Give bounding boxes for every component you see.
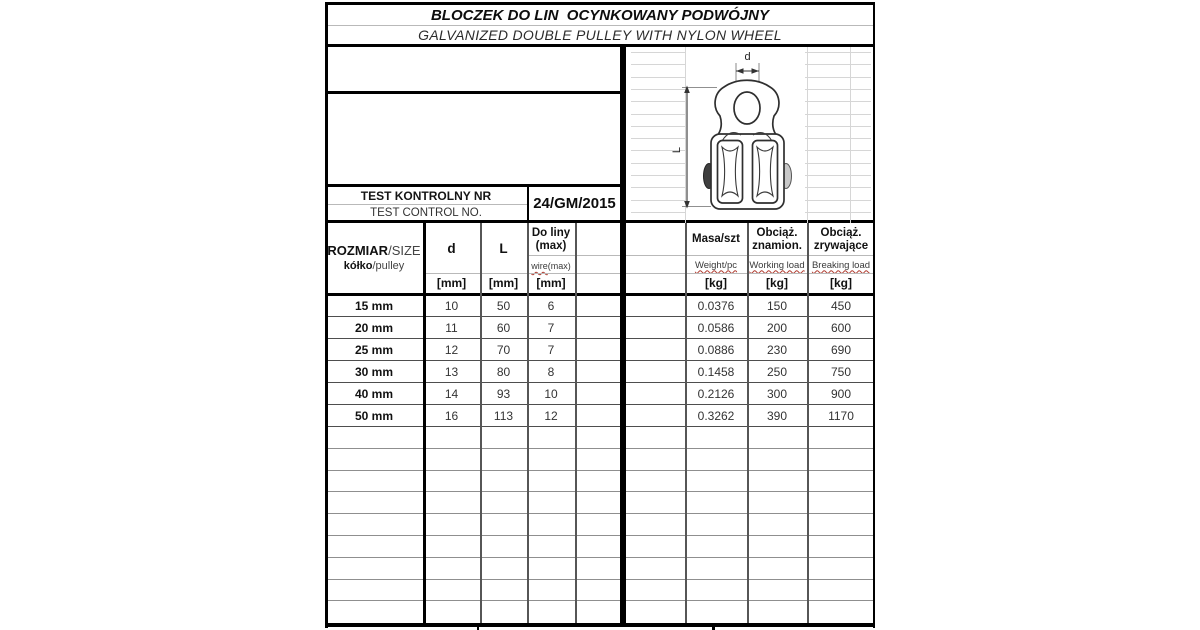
header-subline bbox=[423, 273, 620, 274]
cell-breaking: 600 bbox=[830, 320, 852, 335]
table-row bbox=[325, 295, 875, 317]
cell-working: 230 bbox=[766, 342, 788, 357]
cell-rope: 7 bbox=[547, 342, 555, 357]
test-control-label-en: TEST CONTROL NO. bbox=[370, 206, 482, 219]
cell-d: 13 bbox=[444, 364, 459, 379]
pulley-body bbox=[711, 134, 784, 209]
cell-working: 200 bbox=[766, 320, 788, 335]
table-row bbox=[325, 383, 875, 405]
l-dimension-label: L bbox=[671, 146, 683, 154]
col-border-right2 bbox=[747, 223, 749, 623]
cell-breaking: 900 bbox=[830, 386, 852, 401]
table-row bbox=[325, 339, 875, 361]
empty-row bbox=[325, 558, 875, 580]
diagram-area bbox=[626, 47, 875, 223]
header-d: d bbox=[447, 241, 456, 257]
table-border-right bbox=[873, 2, 876, 628]
cell-L: 60 bbox=[496, 320, 511, 335]
pulley-eye-hole bbox=[734, 92, 760, 124]
spec-sheet-table bbox=[325, 2, 875, 628]
col-border-d bbox=[480, 223, 482, 623]
header-subline bbox=[626, 273, 875, 274]
table-row bbox=[325, 317, 875, 339]
empty-row bbox=[325, 580, 875, 602]
col-border-L bbox=[527, 223, 529, 623]
left-box1-border bbox=[325, 91, 620, 94]
cell-weight: 0.0376 bbox=[697, 298, 735, 313]
header-working-load-en: Working load bbox=[749, 259, 805, 271]
table-row bbox=[325, 361, 875, 383]
empty-row bbox=[325, 427, 875, 449]
cell-size: 15 mm bbox=[354, 298, 394, 313]
cell-rope: 6 bbox=[547, 298, 555, 313]
section-divider bbox=[620, 44, 626, 627]
cell-d: 16 bbox=[444, 408, 459, 423]
cell-breaking: 450 bbox=[830, 298, 852, 313]
cell-weight: 0.0586 bbox=[697, 320, 735, 335]
cell-rope: 12 bbox=[544, 408, 558, 423]
cell-L: 93 bbox=[496, 386, 511, 401]
cell-working: 150 bbox=[766, 298, 788, 313]
header-rope-en: wire(max) bbox=[531, 260, 571, 271]
cell-breaking: 1170 bbox=[828, 408, 854, 423]
col-border-right3 bbox=[807, 223, 809, 623]
cell-size: 40 mm bbox=[354, 386, 394, 401]
empty-row bbox=[325, 536, 875, 558]
col-border-right1 bbox=[685, 223, 687, 623]
cell-L: 50 bbox=[496, 298, 511, 313]
header-subline bbox=[527, 255, 620, 256]
cell-d: 12 bbox=[444, 342, 459, 357]
test-control-number: 24/GM/2015 bbox=[533, 195, 616, 212]
header-breaking-load-en: Breaking load bbox=[811, 259, 871, 271]
header-breaking-unit: [kg] bbox=[830, 276, 852, 291]
cell-weight: 0.0886 bbox=[697, 342, 735, 357]
col-border-size bbox=[423, 223, 426, 623]
cell-size: 25 mm bbox=[354, 342, 394, 357]
header-size-sub-en: /pulley bbox=[372, 259, 405, 272]
cell-size: 30 mm bbox=[354, 364, 394, 379]
cell-working: 390 bbox=[766, 408, 788, 423]
table-border-bottom bbox=[325, 623, 875, 627]
title-polish: BLOCZEK DO LIN OCYNKOWANY PODWÓJNY bbox=[430, 6, 770, 24]
cell-breaking: 690 bbox=[830, 342, 852, 357]
table-border-left bbox=[325, 2, 328, 628]
empty-row bbox=[325, 492, 875, 514]
col-border-rope bbox=[575, 223, 577, 623]
header-weight-en: Weight/pc bbox=[694, 259, 738, 271]
header-rope: Do liny (max) bbox=[531, 226, 571, 252]
header-size-en: /SIZE bbox=[388, 242, 421, 258]
table-row bbox=[325, 405, 875, 427]
header-rope-unit: [mm] bbox=[536, 276, 566, 291]
cell-d: 11 bbox=[445, 320, 458, 335]
cell-weight: 0.1458 bbox=[697, 364, 735, 379]
header-subline bbox=[626, 255, 875, 256]
cell-rope: 10 bbox=[544, 386, 558, 401]
empty-row bbox=[325, 471, 875, 493]
cell-L: 80 bbox=[496, 364, 511, 379]
cell-size: 50 mm bbox=[354, 408, 394, 423]
header-L: L bbox=[499, 241, 508, 257]
cell-weight: 0.2126 bbox=[697, 386, 735, 401]
cell-working: 300 bbox=[766, 386, 788, 401]
cell-weight: 0.3262 bbox=[697, 408, 735, 423]
header-size-pl: ROZMIAR bbox=[327, 242, 389, 258]
cell-size: 20 mm bbox=[354, 320, 394, 335]
table-border-top bbox=[325, 2, 875, 5]
cell-L: 70 bbox=[496, 342, 511, 357]
pulley-diagram bbox=[626, 47, 875, 223]
empty-row bbox=[325, 449, 875, 471]
cell-rope: 7 bbox=[547, 320, 555, 335]
test-control-label-pl: TEST KONTROLNY NR bbox=[360, 188, 492, 203]
cell-breaking: 750 bbox=[830, 364, 852, 379]
empty-row bbox=[325, 601, 875, 623]
title-english: GALVANIZED DOUBLE PULLEY WITH NYLON WHEEL bbox=[418, 27, 782, 43]
header-working-load: Obciąż. znamion. bbox=[752, 226, 802, 252]
cell-rope: 8 bbox=[547, 364, 555, 379]
header-size bbox=[325, 223, 423, 293]
empty-row bbox=[325, 514, 875, 536]
header-weight-unit: [kg] bbox=[705, 276, 727, 291]
cell-d: 14 bbox=[444, 386, 459, 401]
header-weight: Masa/szt bbox=[692, 233, 740, 246]
header-d-unit: [mm] bbox=[436, 276, 467, 291]
header-L-unit: [mm] bbox=[488, 276, 519, 291]
cell-working: 250 bbox=[766, 364, 788, 379]
cell-L: 113 bbox=[493, 408, 514, 423]
header-working-unit: [kg] bbox=[766, 276, 788, 291]
cell-d: 10 bbox=[444, 298, 459, 313]
header-size-sub-pl: kółko bbox=[343, 259, 373, 272]
header-breaking-load: Obciąż. zrywające bbox=[813, 226, 869, 252]
d-dimension-label: d bbox=[744, 51, 751, 63]
